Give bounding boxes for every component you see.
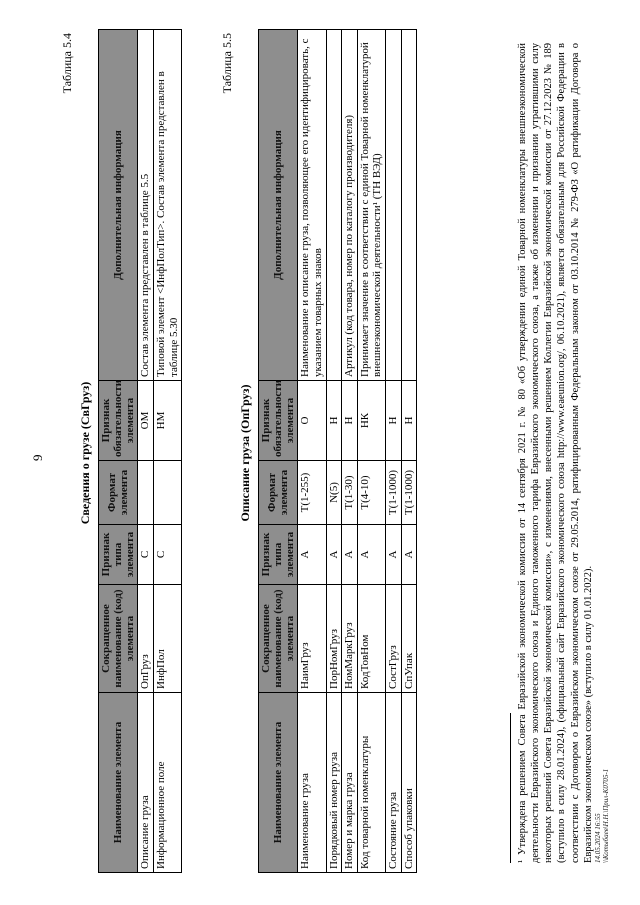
footnote-separator [510,713,511,863]
cell: КодТовНом [357,584,385,692]
cell: О [298,380,326,460]
table-row [153,29,181,872]
document-stamp [595,768,610,862]
cell: НаимГруз [298,584,326,692]
table-header-row [259,29,298,872]
cell: Н [386,380,402,460]
cell: ОпГруз [138,584,154,692]
cell: НомМаркГруз [342,584,358,692]
table-5-5 [258,29,417,873]
cell: Номер и марка груза [342,692,358,872]
header-cell: Сокращенное наименование (код) элемента [259,584,298,692]
cell: Информационное поле [153,692,181,872]
cell: T(1-30) [342,460,358,524]
rotated-document-page [20,13,620,893]
table-row [342,29,358,872]
header-cell: Признак обязательности элемента [99,380,138,460]
footnote: ¹ Утверждена решением Совета Евразийской экономической комиссии от 14 сентября 2021 г. № 80 «Об утверждении единой Товарной номенклатуры внешнеэкономической деятельности Евразийского экономического союза и Единого таможенного тарифа Евразийского экономического союза, а также об изменении и признании утратившими силу некоторых решений Совета Евразийской экономической комиссии», с изменениями, внесенными решением Коллегии Евразийской экономической комиссии от 27.12.2023 № 189 (вступило в силу 28.01.2024), (официальный сайт Евразийского экономического союза http://www.eaeunion.org/, 06.10.2021), является обязательным для Российской Федерации в соответствии с Договором о Евразийском экономическом союзе от 29.05.2014, ратифицированным Федеральным законом от 03.10.2014 № 279-ФЗ «О ратификации Договора о Евразийском экономическом союзе» (вступило в силу 01.01.2022). [517,42,594,863]
header-cell: Наименование элемента [99,692,138,872]
cell: Принимает значение в соответствии с единой Товарной номенклатурой внешнеэкономической деятельности¹ (ТН ВЭД) [357,29,385,380]
cell: А [326,524,342,584]
cell: T(1-255) [298,460,326,524]
cell: Способ упаковки [401,692,417,872]
table-row [298,29,326,872]
cell: Код товарной номенклатуры [357,692,385,872]
header-cell: Признак типа элемента [259,524,298,584]
page-number: 9 [30,454,45,461]
table-5-4-title: Сведения о грузе (СвГруз) [78,381,92,524]
cell: ПорНомГруз [326,584,342,692]
table-5-5-title: Описание груза (ОпГруз) [238,383,252,522]
cell: Наименование и описание груза, позволяющее его идентифицировать, с указанием товарных знаков [298,29,326,380]
cell: Н [401,380,417,460]
cell: Состояние груза [386,692,402,872]
header-cell: Наименование элемента [259,692,298,872]
cell: НК [357,380,385,460]
table-5-4 [98,29,182,873]
table-row [138,29,154,872]
cell [153,460,181,524]
cell: Наименование груза [298,692,326,872]
cell: Типовой элемент <ИнфПолТип>. Состав элемента представлен в таблице 5.30 [153,29,181,380]
cell: А [342,524,358,584]
cell: А [401,524,417,584]
header-cell: Формат элемента [99,460,138,524]
cell: T(1-1000) [401,460,417,524]
cell: Н [326,380,342,460]
cell: Н [342,380,358,460]
table-5-5-label: Таблица 5.5 [220,32,234,93]
cell: Состав элемента представлен в таблице 5.5 [138,29,154,380]
cell: Артикул (код товара, номер по каталогу производителя) [342,29,358,380]
stamp-date: 14.05.2024 16:55 [594,812,602,863]
header-cell: Признак обязательности элемента [259,380,298,460]
table-row [326,29,342,872]
cell: T(4-10) [357,460,385,524]
cell: А [298,524,326,584]
cell: С [138,524,154,584]
cell: А [357,524,385,584]
cell: ОМ [138,380,154,460]
table-5-4-label: Таблица 5.4 [60,32,74,93]
cell: ИнфПол [153,584,181,692]
table-row [401,29,417,872]
cell [401,29,417,380]
header-cell: Сокращенное наименование (код) элемента [99,584,138,692]
cell: НМ [153,380,181,460]
table-row [357,29,385,872]
header-cell: Признак типа элемента [99,524,138,584]
cell: T(1-1000) [386,460,402,524]
header-cell: Формат элемента [259,460,298,524]
cell: СпУпак [401,584,417,692]
header-cell: Дополнительная информация [259,29,298,380]
header-cell: Дополнительная информация [99,29,138,380]
table-row [386,29,402,872]
cell: N(5) [326,460,342,524]
cell: Порядковый номер груза [326,692,342,872]
stamp-path: \\Котыбаев\Н.Н.\Прил-К0705-1 [601,768,610,863]
cell: Описание груза [138,692,154,872]
cell [326,29,342,380]
cell: А [386,524,402,584]
cell [386,29,402,380]
table-header-row [99,29,138,872]
cell [138,460,154,524]
cell: СостГруз [386,584,402,692]
cell: С [153,524,181,584]
